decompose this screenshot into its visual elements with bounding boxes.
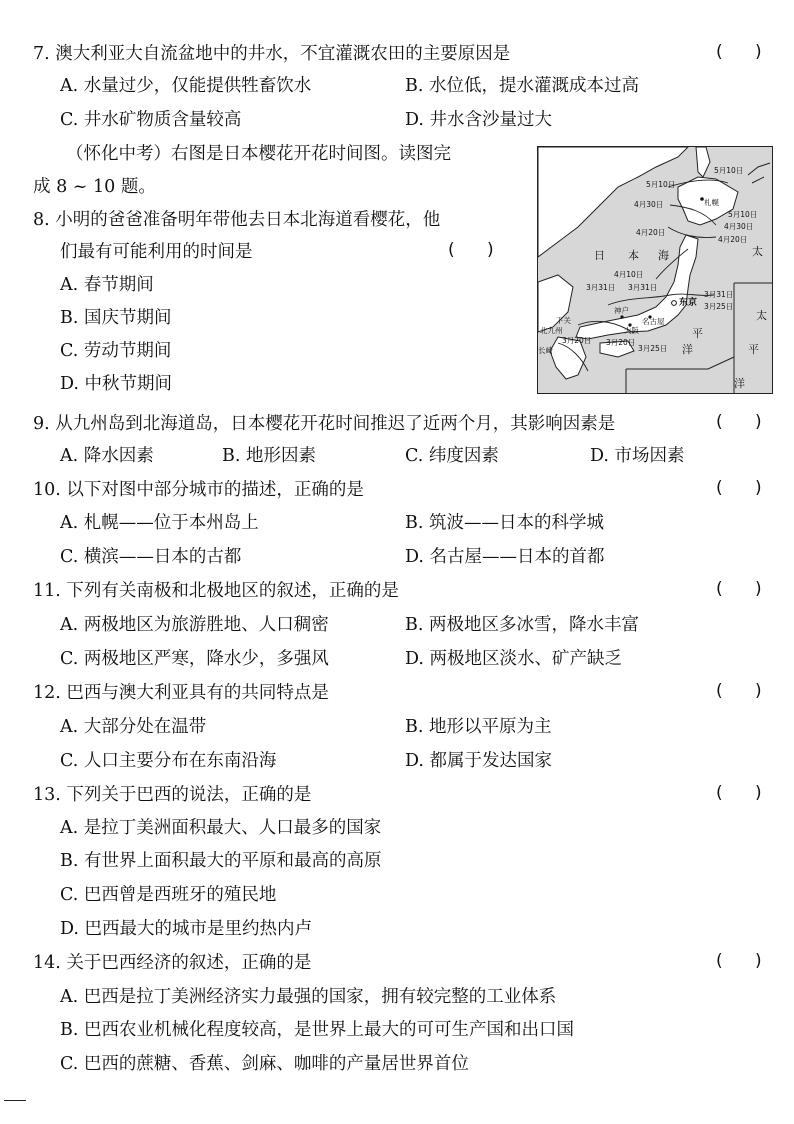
q11-option-c[interactable]: C. 两极地区严寒，降水少，多强风 (60, 649, 329, 669)
q12-option-c[interactable]: C. 人口主要分布在东南沿海 (60, 751, 277, 771)
q9-option-c[interactable]: C. 纬度因素 (405, 446, 499, 466)
q8-option-d[interactable]: D. 中秋节期间 (60, 374, 173, 394)
iso-label-13: 3月20日 (562, 336, 592, 345)
q10-option-b[interactable]: B. 筑波——日本的科学城 (405, 513, 604, 533)
q9-option-a[interactable]: A. 降水因素 (60, 446, 154, 466)
q13-option-d[interactable]: D. 巴西最大的城市是里约热内卢 (60, 919, 313, 939)
ocean-label-tai: 太 (752, 245, 763, 258)
q13-stem: 13. 下列关于巴西的说法，正确的是 (33, 785, 312, 805)
iso-label-9: 3月31日 (586, 283, 616, 292)
q10-answer-blank[interactable]: ( ) (716, 478, 762, 498)
sea-label-hai: 海 (658, 249, 669, 262)
q12-option-a[interactable]: A. 大部分处在温带 (60, 717, 207, 737)
iso-label-10: 3月31日 (628, 283, 658, 292)
iso-label-4: 5月10日 (728, 210, 758, 219)
q12-option-d[interactable]: D. 都属于发达国家 (405, 751, 553, 771)
city-label-osaka: 大阪 (624, 326, 639, 335)
q7-option-b[interactable]: B. 水位低，提水灌溉成本过高 (405, 76, 639, 96)
iso-label-3: 4月30日 (634, 200, 664, 209)
q14-answer-blank[interactable]: ( ) (716, 951, 762, 971)
iso-label-1: 5月10日 (714, 166, 744, 175)
q14-option-c[interactable]: C. 巴西的蔗糖、香蕉、剑麻、咖啡的产量居世界首位 (60, 1054, 469, 1074)
ocean-label-ping: 平 (692, 327, 703, 340)
iso-label-6: 4月20日 (636, 228, 666, 237)
sea-label-ri: 日 (594, 249, 605, 262)
city-label-sapporo: 札幌 (704, 198, 719, 207)
iso-label-14: 3月20日 (606, 338, 636, 347)
city-label-tokyo: 东京 (679, 298, 698, 308)
japan-cherry-blossom-map (537, 146, 773, 394)
q13-option-b[interactable]: B. 有世界上面积最大的平原和最高的高原 (60, 851, 382, 871)
q9-option-b[interactable]: B. 地形因素 (222, 446, 316, 466)
city-marker-tokyo (672, 301, 677, 306)
city-label-shimonoseki: 下关 (556, 316, 571, 325)
q14-stem: 14. 关于巴西经济的叙述，正确的是 (33, 953, 312, 973)
q13-answer-blank[interactable]: ( ) (716, 783, 762, 803)
sea-label-ben: 本 (628, 249, 639, 262)
map-mainland (538, 147, 688, 257)
q8-option-b[interactable]: B. 国庆节期间 (60, 308, 172, 328)
q10-option-a[interactable]: A. 札幌——位于本州岛上 (60, 513, 259, 533)
ocean2-label-tai: 太 (756, 309, 767, 322)
city-label-nagasaki: 长崎 (538, 346, 553, 355)
q11-option-d[interactable]: D. 两极地区淡水、矿产缺乏 (405, 649, 623, 669)
q14-option-a[interactable]: A. 巴西是拉丁美洲经济实力最强的国家，拥有较完整的工业体系 (60, 987, 557, 1007)
iso-label-15: 3月25日 (638, 344, 668, 353)
q8-answer-blank[interactable]: ( ) (448, 240, 494, 260)
q11-answer-blank[interactable]: ( ) (716, 579, 762, 599)
q7-option-a[interactable]: A. 水量过少，仅能提供牲畜饮水 (60, 76, 312, 96)
iso-label-2: 5月10日 (646, 180, 676, 189)
page-bottom-dash (4, 1100, 26, 1101)
q9-stem: 9. 从九州岛到北海道岛，日本樱花开花时间推迟了近两个月，其影响因素是 (33, 414, 616, 434)
q11-stem: 11. 下列有关南极和北极地区的叙述，正确的是 (33, 581, 399, 601)
intro-line-2: 成 8 ~ 10 题。 (33, 177, 156, 197)
q8-option-a[interactable]: A. 春节期间 (60, 275, 154, 295)
iso-label-7: 4月20日 (718, 235, 748, 244)
q13-option-a[interactable]: A. 是拉丁美洲面积最大、人口最多的国家 (60, 818, 382, 838)
city-marker-kobe (620, 315, 623, 318)
city-label-nagoya: 名古屋 (642, 317, 665, 326)
isoline-4-20 (668, 227, 716, 238)
iso-label-8: 4月10日 (614, 270, 644, 279)
map-kurils (748, 163, 770, 183)
q12-answer-blank[interactable]: ( ) (716, 681, 762, 701)
q11-option-b[interactable]: B. 两极地区多冰雪，降水丰富 (405, 615, 639, 635)
city-label-kobe: 神户 (614, 306, 629, 315)
q8-option-c[interactable]: C. 劳动节期间 (60, 341, 172, 361)
q9-answer-blank[interactable]: ( ) (716, 412, 762, 432)
q7-stem: 7. 澳大利亚大自流盆地中的井水，不宜灌溉农田的主要原因是 (33, 44, 511, 64)
q8-stem-line-2: 们最有可能利用的时间是 (60, 242, 253, 262)
q7-answer-blank[interactable]: ( ) (716, 42, 762, 62)
q14-option-b[interactable]: B. 巴西农业机械化程度较高，是世界上最大的可可生产国和出口国 (60, 1020, 574, 1040)
q11-option-a[interactable]: A. 两极地区为旅游胜地、人口稠密 (60, 615, 329, 635)
q7-option-d[interactable]: D. 井水含沙量过大 (405, 110, 553, 130)
q10-option-c[interactable]: C. 横滨——日本的古都 (60, 547, 242, 567)
q8-stem-line-1: 8. 小明的爸爸准备明年带他去日本北海道看樱花，他 (33, 210, 441, 230)
ocean-label-yang: 洋 (682, 343, 693, 356)
ocean2-label-ping: 平 (748, 343, 759, 356)
iso-label-11: 3月31日 (704, 290, 734, 299)
city-label-kitakyushu: 北九州 (540, 326, 563, 335)
q13-option-c[interactable]: C. 巴西曾是西班牙的殖民地 (60, 885, 277, 905)
ocean2-label-yang: 洋 (734, 377, 745, 390)
intro-line-1: （怀化中考）右图是日本樱花开花时间图。读图完 (66, 144, 451, 164)
map-sakhalin (696, 147, 710, 177)
q12-option-b[interactable]: B. 地形以平原为主 (405, 717, 552, 737)
iso-label-5: 4月30日 (724, 222, 754, 231)
q7-option-c[interactable]: C. 井水矿物质含量较高 (60, 110, 242, 130)
q10-option-d[interactable]: D. 名古屋——日本的首都 (405, 547, 605, 567)
q10-stem: 10. 以下对图中部分城市的描述，正确的是 (33, 480, 364, 500)
q12-stem: 12. 巴西与澳大利亚具有的共同特点是 (33, 683, 329, 703)
iso-label-12: 3月25日 (704, 302, 734, 311)
q9-option-d[interactable]: D. 市场因素 (590, 446, 685, 466)
